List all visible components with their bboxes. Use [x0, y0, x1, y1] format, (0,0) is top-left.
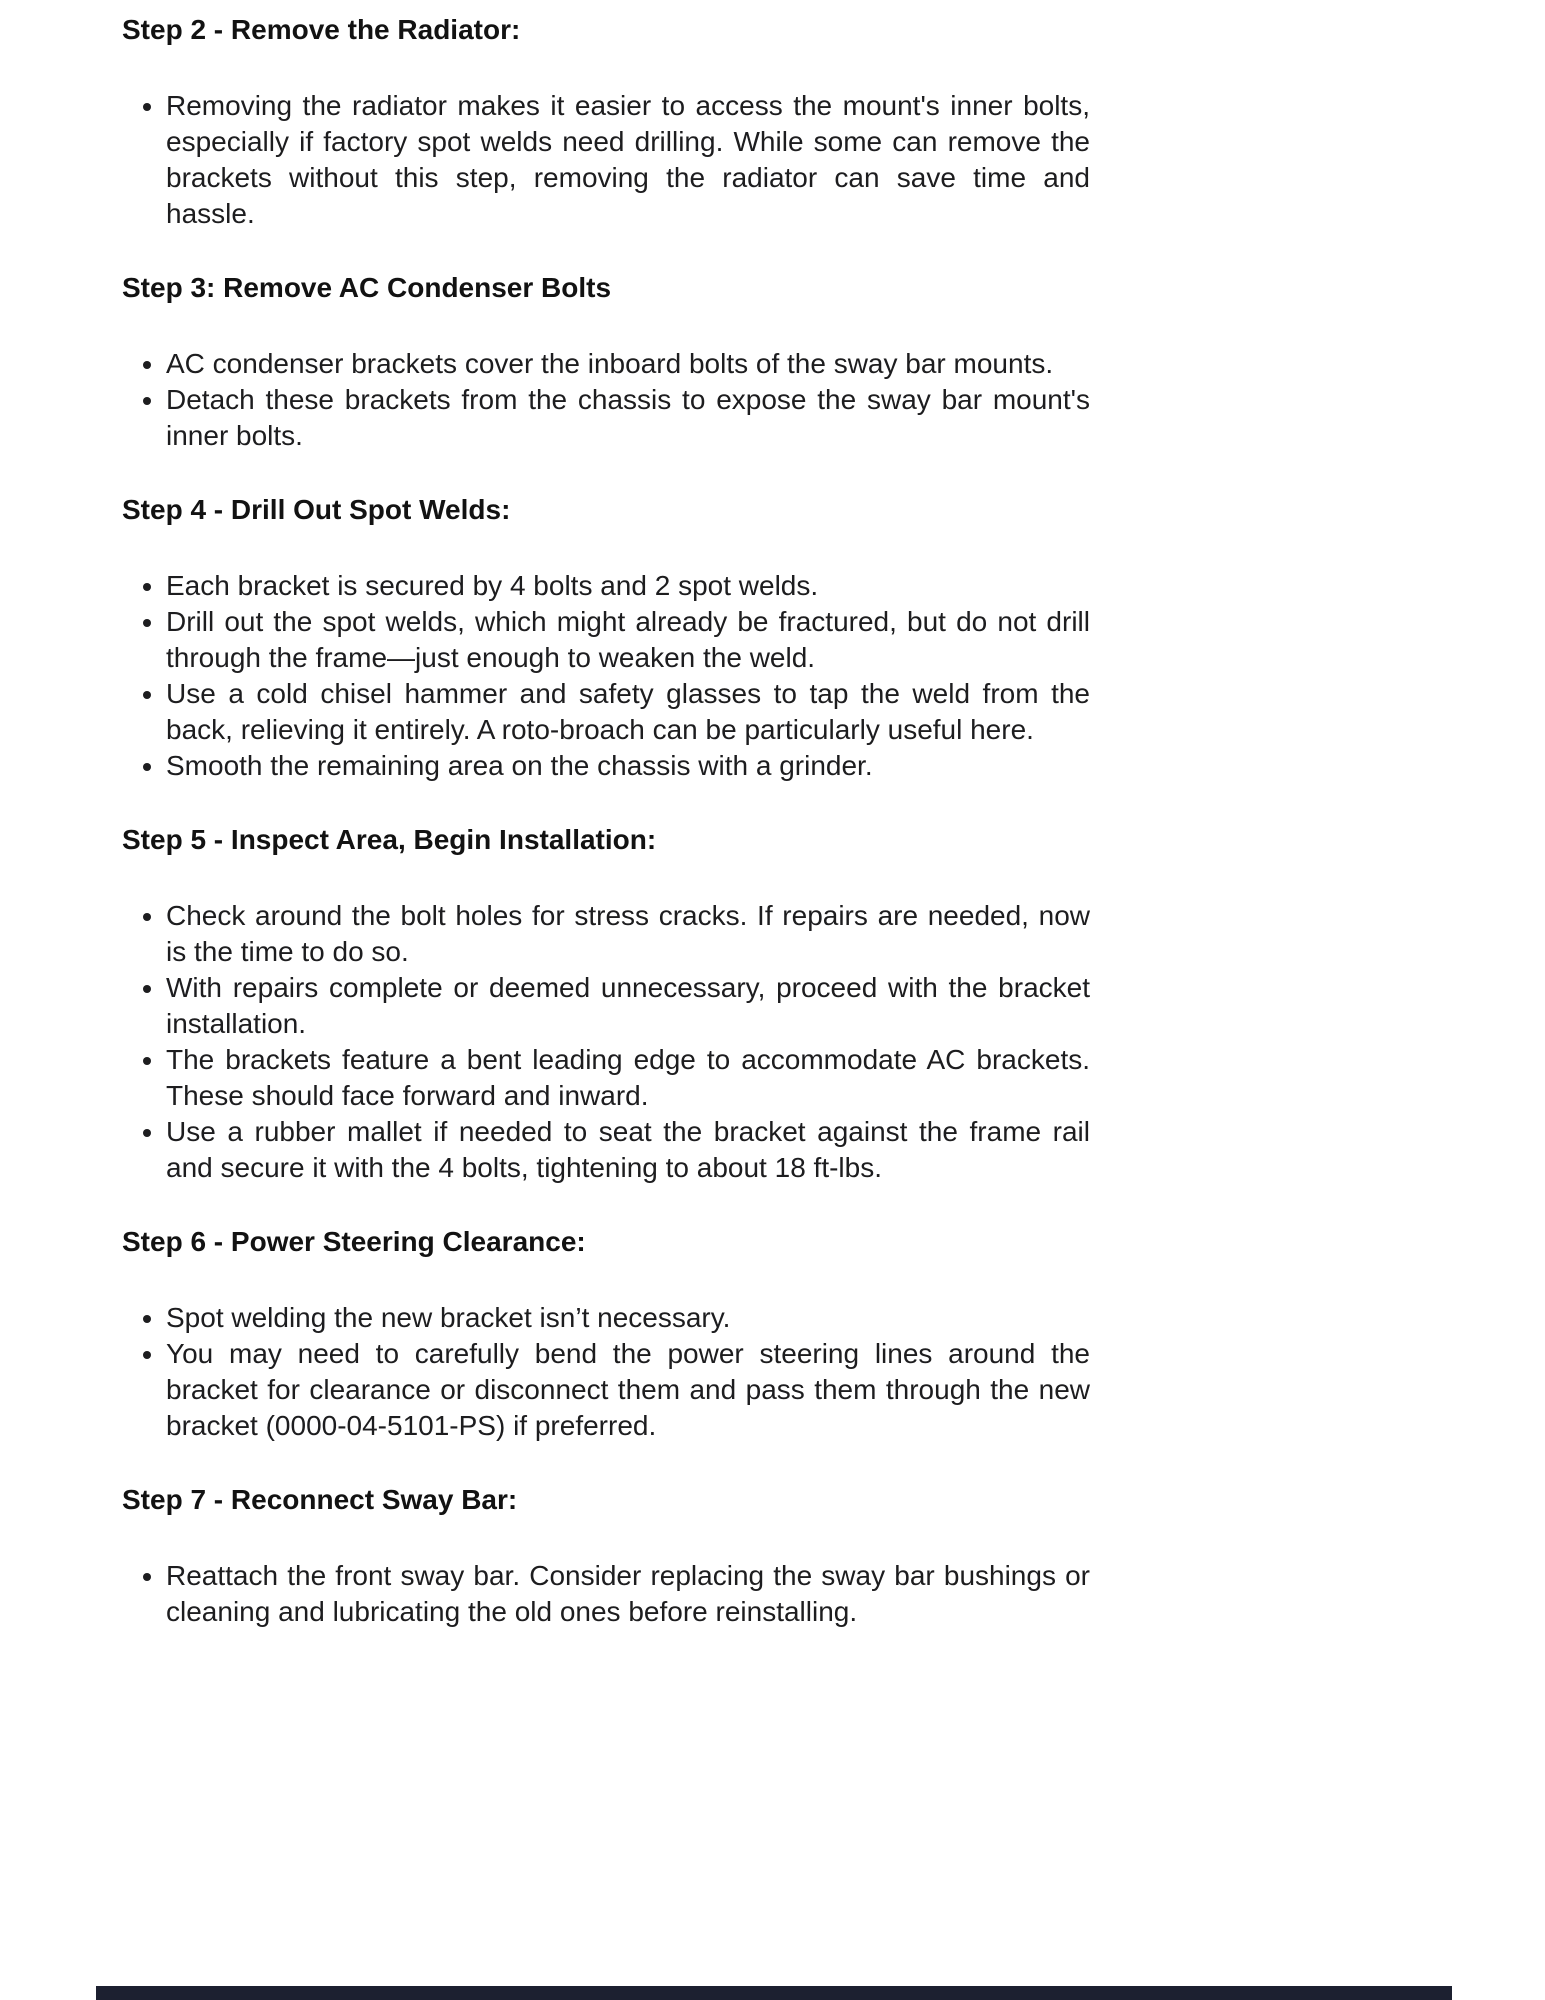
bullet-item: • Removing the radiator makes it easier to access the mount's inner bolts, especially if factory spot welds need drilling. While some can remove the brackets without this step, removing the radiator can save time and hassle. [166, 88, 1090, 232]
heading-step-6: Step 6 - Power Steering Clearance: [122, 1226, 586, 1257]
section-step-5 [122, 822, 1090, 1186]
heading-step-4: Step 4 - Drill Out Spot Welds: [122, 494, 511, 525]
section-step-4 [122, 492, 1090, 784]
section-step-3 [122, 270, 1090, 454]
document-page [122, 0, 1090, 1630]
bullet-list [122, 346, 1090, 454]
bullet-item: • Check around the bolt holes for stress cracks. If repairs are needed, now is the time to do so. [166, 898, 1090, 970]
bullet-item: • Use a rubber mallet if needed to seat the bracket against the frame rail and secure it with the 4 bolts, tightening to about 18 ft-lbs. [166, 1114, 1090, 1186]
bullet-item: • You may need to carefully bend the power steering lines around the bracket for clearance or disconnect them and pass them through the new bracket (0000-04-5101-PS) if preferred. [166, 1336, 1090, 1444]
section-step-6 [122, 1224, 1090, 1444]
bullet-item: • Reattach the front sway bar. Consider replacing the sway bar bushings or cleaning and lubricating the old ones before reinstalling. [166, 1558, 1090, 1630]
bullet-item: • Detach these brackets from the chassis to expose the sway bar mount's inner bolts. [166, 382, 1090, 454]
heading-step-3: Step 3: Remove AC Condenser Bolts [122, 272, 612, 303]
heading-step-2: Step 2 - Remove the Radiator: [122, 14, 521, 45]
heading-step-7: Step 7 - Reconnect Sway Bar: [122, 1484, 518, 1515]
bullet-list [122, 1300, 1090, 1444]
bullet-item: • With repairs complete or deemed unnecessary, proceed with the bracket installation. [166, 970, 1090, 1042]
bullet-item: • Use a cold chisel hammer and safety glasses to tap the weld from the back, relieving it entirely. A roto-broach can be particularly useful here. [166, 676, 1090, 748]
bullet-list [122, 568, 1090, 784]
bullet-item: • Smooth the remaining area on the chassis with a grinder. [166, 748, 1090, 784]
heading-step-5: Step 5 - Inspect Area, Begin Installation: [122, 824, 657, 855]
bullet-list [122, 898, 1090, 1186]
bullet-item: • Spot welding the new bracket isn’t necessary. [166, 1300, 1090, 1336]
bullet-item: • The brackets feature a bent leading edge to accommodate AC brackets. These should face forward and inward. [166, 1042, 1090, 1114]
bullet-list [122, 88, 1090, 232]
bottom-bar [96, 1986, 1452, 2000]
bullet-item: • Drill out the spot welds, which might already be fractured, but do not drill through the frame—just enough to weaken the weld. [166, 604, 1090, 676]
bullet-item: • AC condenser brackets cover the inboard bolts of the sway bar mounts. [166, 346, 1090, 382]
section-step-7 [122, 1482, 1090, 1630]
bullet-list [122, 1558, 1090, 1630]
section-step-2 [122, 12, 1090, 232]
bullet-item: • Each bracket is secured by 4 bolts and 2 spot welds. [166, 568, 1090, 604]
